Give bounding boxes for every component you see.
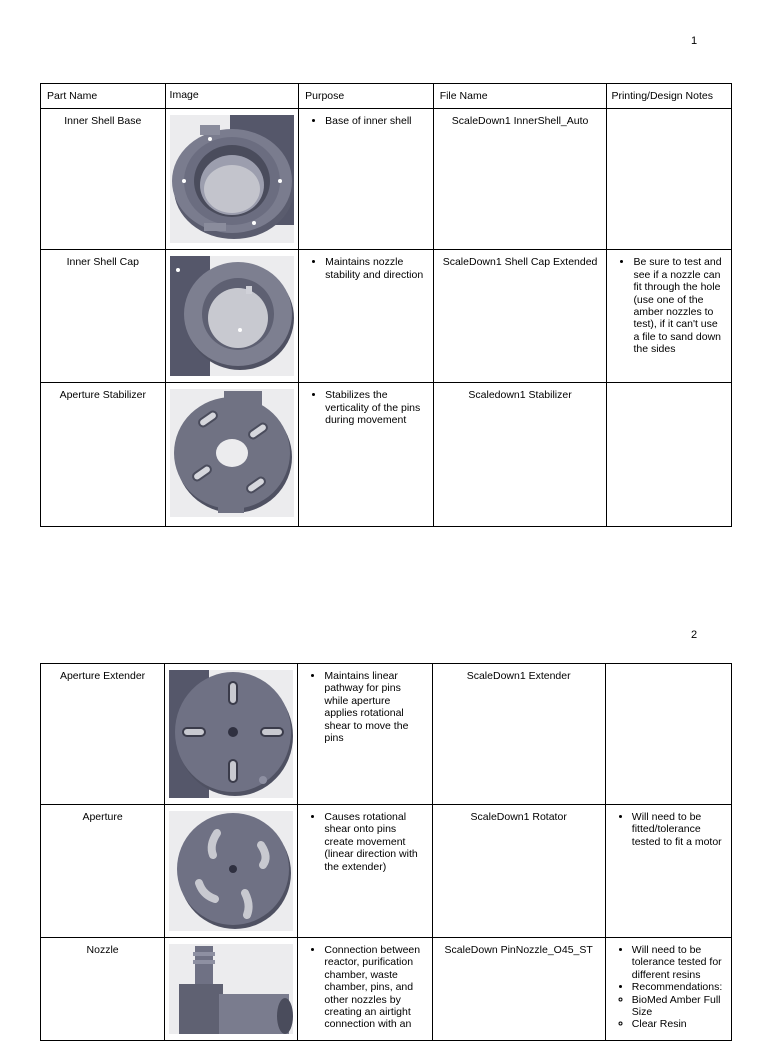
parts-table-page-2 <box>40 663 732 1041</box>
pin-nozzle-render <box>169 944 293 1034</box>
file-name: ScaleDown1 Rotator <box>432 805 605 938</box>
list-item: • Be sure to test and see if a nozzle can fit through the hole (use one of the amber nozzles to test), if it can't use a file to sand down the sides <box>633 256 725 355</box>
file-name: ScaleDown1 InnerShell_Auto <box>433 109 607 250</box>
table-row <box>41 109 732 250</box>
list-item: • Connection between reactor, purification chamber, waste chamber, pins, and other nozzles by creating an airtight connection with an <box>324 944 425 1031</box>
list-item: • Base of inner shell <box>325 115 427 127</box>
table-header-row <box>41 84 732 109</box>
notes-cell <box>605 664 731 805</box>
list-item: • Maintains nozzle stability and direction <box>325 256 427 281</box>
part-name: Aperture Stabilizer <box>41 383 166 527</box>
header-purpose: Purpose <box>299 84 434 109</box>
list-item: • Will need to be fitted/tolerance tested to fit a motor <box>632 811 725 848</box>
inner-shell-base-render <box>170 115 294 243</box>
file-name: ScaleDown1 Extender <box>432 664 605 805</box>
notes-list <box>610 811 725 848</box>
recommendations-list <box>618 994 725 1031</box>
part-name: Inner Shell Base <box>41 109 166 250</box>
list-item: • Causes rotational shear onto pins create movement (linear direction with the extender) <box>324 811 425 873</box>
purpose-list <box>304 944 425 1031</box>
list-item: • Will need to be tolerance tested for different resins <box>632 944 725 981</box>
list-item: • Recommendations: <box>632 981 725 993</box>
file-name: Scaledown1 Stabilizer <box>433 383 607 527</box>
header-part-name: Part Name <box>41 84 166 109</box>
part-name: Inner Shell Cap <box>41 250 166 383</box>
list-item: ◦ Clear Resin <box>632 1018 725 1030</box>
table-row <box>41 383 732 527</box>
purpose-list <box>305 256 427 281</box>
part-name: Aperture <box>41 805 165 938</box>
purpose-list <box>304 670 425 744</box>
inner-shell-cap-render <box>170 256 294 376</box>
parts-table-page-1 <box>40 83 732 527</box>
aperture-rotator-render <box>169 811 293 931</box>
list-item: • Maintains linear pathway for pins while aperture applies rotational shear to move the pins <box>324 670 425 744</box>
list-item: ◦ BioMed Amber Full Size <box>632 994 725 1019</box>
notes-cell <box>607 383 732 527</box>
purpose-list <box>305 115 427 127</box>
part-name: Aperture Extender <box>41 664 165 805</box>
aperture-extender-render <box>169 670 293 798</box>
list-item: • Stabilizes the verticality of the pins during movement <box>325 389 427 426</box>
page-number: 2 <box>691 629 698 641</box>
purpose-list <box>304 811 425 873</box>
table-row <box>41 250 732 383</box>
table-row <box>41 805 732 938</box>
file-name: ScaleDown1 Shell Cap Extended <box>433 250 607 383</box>
page-number: 1 <box>691 35 698 47</box>
purpose-list <box>305 389 427 426</box>
header-notes: Printing/Design Notes <box>607 84 732 109</box>
file-name: ScaleDown PinNozzle_O45_ST <box>432 938 605 1041</box>
notes-list <box>611 256 725 355</box>
table-row <box>41 664 732 805</box>
header-file-name: File Name <box>433 84 607 109</box>
header-image: Image <box>165 84 299 109</box>
notes-list <box>610 944 725 994</box>
notes-cell <box>607 109 732 250</box>
table-row <box>41 938 732 1041</box>
aperture-stabilizer-render <box>170 389 294 517</box>
part-name: Nozzle <box>41 938 165 1041</box>
